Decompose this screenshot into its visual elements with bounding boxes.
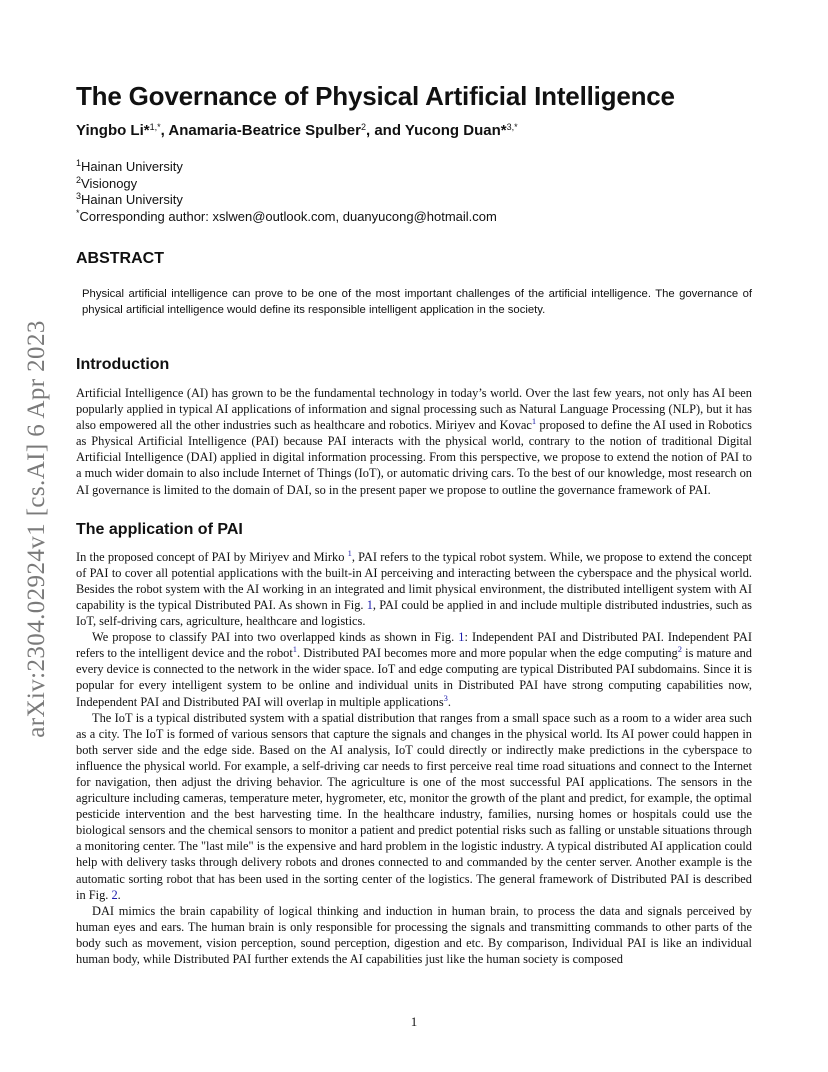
author-affiliation-mark: 2 xyxy=(360,122,366,132)
citation-link[interactable]: 1 xyxy=(347,547,352,558)
author-name: Yingbo Li* xyxy=(76,122,150,139)
paragraph-text: DAI mimics the brain capability of logical thinking and induction in human brain, to process the data and signals perceived by human eyes and ears. The human brain is only responsible for processing the signals and transmitting commands to other parts of the body such as movement, vision perception, sound perception, digestion and etc. By comparison, Individual PAI is like an individual human body, while Distributed PAI further extends the AI capabilities just like the human society is composed xyxy=(76,903,752,966)
abstract-heading: ABSTRACT xyxy=(76,250,164,267)
paragraph-text: . Distributed PAI becomes more and more popular when the edge computing xyxy=(297,646,678,661)
affiliation-item xyxy=(76,176,752,193)
application-heading: The application of PAI xyxy=(76,520,243,538)
affiliation-list xyxy=(76,159,752,225)
application-paragraph xyxy=(76,629,752,709)
paragraph-text: is mature and every device is connected to the network in the wider space. IoT and edge computing are typical Distributed PAI subdomains. Since it is popular for every intelligent system to be online and individual units in Distributed PAI have strong computing capabilities now, Independent PAI and Distributed PAI will overlap in multiple applications xyxy=(76,646,752,709)
paragraph-text: proposed to define the AI used in Robotics as Physical Artificial Intelligence (PAI) because PAI interacts with the physical world, contrary to the notion of traditional Digital Artificial Intelligence (DAI) applied in digital information processing. From this perspective, we propose to extend the notion of PAI to a much wider domain to also include Internet of Things (IoT), or automatic driving cars. To the best of our knowledge, most research on AI governance is limited to the domain of DAI, so in the present paper we propose to outline the governance framework of PAI. xyxy=(76,418,752,497)
author-list xyxy=(76,121,752,141)
paragraph-text: . xyxy=(447,694,452,709)
affiliation-mark: 2 xyxy=(76,174,82,185)
introduction-paragraph xyxy=(76,385,752,498)
paragraph-text: , PAI could be applied in and include multiple distributed industries, such as IoT, self-driving cars, agriculture, healthcare and logistics. xyxy=(76,597,752,629)
citation-link[interactable]: 1 xyxy=(292,644,298,655)
paper-title: The Governance of Physical Artificial Intelligence xyxy=(76,81,675,111)
affiliation-text: Visionogy xyxy=(81,175,138,191)
affiliation-item xyxy=(76,192,752,209)
author-name: Anamaria-Beatrice Spulber xyxy=(168,122,361,139)
citation-link[interactable]: 1 xyxy=(531,416,537,427)
author-affiliation-mark: 3,* xyxy=(506,122,518,132)
paragraph-text: In the proposed concept of PAI by Miriyev and Mirko xyxy=(76,549,348,564)
paragraph-text: Artificial Intelligence (AI) has grown to be the fundamental technology in today’s world. Over the last few years, not only has AI been popularly applied in typical AI applications of information and signal processing such as Natural Language Processing (NLP), but it has also empowered all the other industries such as healthcare and robotics. Miriyev and Kovac xyxy=(76,386,752,433)
paragraph-text: The IoT is a typical distributed system with a spatial distribution that ranges from a small space such as a room to a wider area such as a city. The IoT is formed of various sensors that capture the signals and changes in the physical world. Its AI power could happen in both server side and the edge side. Based on the AI analysis, IoT could directly or indirectly make predictions in the cyberspace to influence the physical world. For example, a self-driving car needs to first perceive real time road situations and connect to the Internet for navigation, then adjust the driving behavior. The agriculture is one of the most successful PAI applications. The sensors in the agriculture including cameras, temperature meter, hygrometer, etc, monitor the growth of the plant and predict, for example, the optimal pesticide intervention and the best harvesting time. In the healthcare industry, families, nursing homes or hospitals could use the biological sensors and the chemical sensors to monitor a patient and predict potential risks such as falling or unstable situations through a monitoring center. The "last mile" is the expensive and hard problem in the logistic industry. A typical distributed AI application could help with delivery tasks through delivery robots and drones connected to and commanded by the center server. Another example is the automatic sorting robot that has been used in the sorting center of the logistics. The general framework of Distributed PAI is described in Fig. xyxy=(76,710,752,902)
author-separator: , xyxy=(160,122,169,139)
figure-link[interactable]: 1 xyxy=(458,630,465,645)
affiliation-item xyxy=(76,209,752,226)
paragraph-text: , PAI refers to the typical robot system. While, we propose to extend the concept of PAI to cover all potential applications with the built-in AI perceiving and interacting between the cyberspace and the physical world. Besides the robot system with the AI working in an integrated and limit physical environment, the distributed intelligent system with AI capability is the typical Distributed PAI. As shown in Fig. xyxy=(76,549,752,612)
paper-page xyxy=(76,80,752,967)
paragraph-text: : Independent PAI and Distributed PAI. Independent PAI refers to the intelligent device and the robot xyxy=(76,630,753,661)
affiliation-text: Hainan University xyxy=(81,192,183,207)
paragraph-text: We propose to classify PAI into two overlapped kinds as shown in Fig. xyxy=(92,630,459,645)
affiliation-text: Hainan University xyxy=(81,159,183,174)
citation-link[interactable]: 2 xyxy=(677,644,682,655)
application-paragraph xyxy=(76,903,752,967)
figure-link[interactable]: 2 xyxy=(111,887,118,902)
paragraph-text: . xyxy=(117,887,121,902)
application-paragraph xyxy=(76,710,752,903)
page-number: 1 xyxy=(410,1014,418,1029)
arxiv-identifier-stamp xyxy=(15,298,59,760)
arxiv-identifier-text: arXiv:2304.02924v1 [cs.AI] 6 Apr 2023 xyxy=(23,320,50,738)
figure-link[interactable]: 1 xyxy=(366,597,373,612)
affiliation-mark: 3 xyxy=(76,191,82,201)
author-affiliation-mark: 1,* xyxy=(149,122,161,132)
author-name: Yucong Duan* xyxy=(404,122,507,139)
introduction-heading: Introduction xyxy=(76,356,170,373)
affiliation-mark: * xyxy=(76,207,80,218)
affiliation-mark: 1 xyxy=(76,158,82,168)
citation-link[interactable]: 3 xyxy=(443,692,448,703)
author-separator: , and xyxy=(366,122,405,139)
affiliation-item xyxy=(76,159,752,176)
abstract-text: Physical artificial intelligence can prove to be one of the most important challenges of the artificial intelligence. The governance of physical artificial intelligence would define its responsible intelligent application in the society. xyxy=(82,288,752,316)
corresponding-author-text: Corresponding author: xslwen@outlook.com, duanyucong@hotmail.com xyxy=(79,208,497,224)
application-paragraph xyxy=(76,549,752,629)
